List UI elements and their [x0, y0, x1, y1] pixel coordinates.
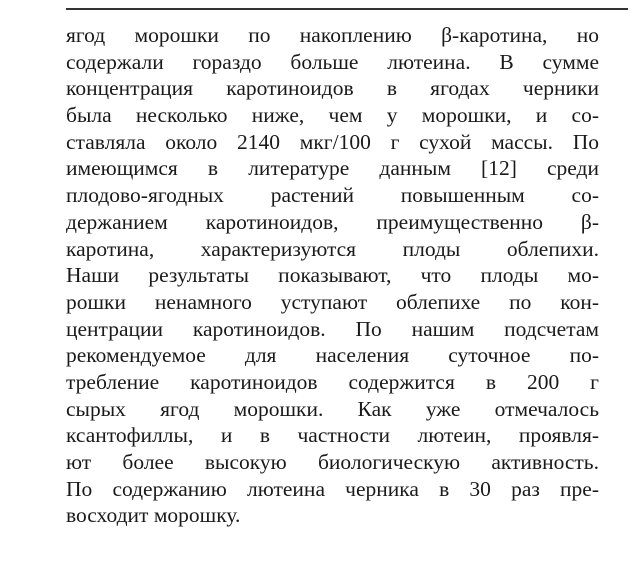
- text-line: концентрация каротиноидов в ягодах черники: [66, 76, 599, 101]
- text-line: держанием каротиноидов, преимущественно β-: [66, 209, 599, 234]
- text-line: центрации каротиноидов. По нашим подсчетам: [66, 316, 599, 341]
- text-line: Наши результаты показывают, что плоды мо-: [66, 263, 599, 288]
- text-line: требление каротиноидов содержится в 200 г: [66, 369, 599, 394]
- text-line: рошки ненамного уступают облепихе по кон-: [66, 289, 599, 314]
- top-rule-divider: [66, 8, 628, 10]
- text-line: каротина, характеризуются плоды облепихи.: [66, 236, 599, 261]
- text-line: плодово-ягодных растений повышенным со-: [66, 183, 599, 208]
- text-line: ют более высокую биологическую активность.: [66, 450, 599, 474]
- text-line: сырых ягод морошки. Как уже отмечалось: [66, 396, 599, 421]
- text-line: имеющимся в литературе данным [12] среди: [66, 156, 599, 181]
- text-line: ягод морошки по накоплению β-каротина, но: [66, 23, 599, 47]
- text-line: рекомендуемое для населения суточное по-: [66, 343, 599, 368]
- text-line: ксантофиллы, и в частности лютеин, проявля-: [66, 423, 599, 448]
- text-line: По содержанию лютеина черника в 30 раз пре-: [66, 476, 599, 501]
- text-line: ставляла около 2140 мкг/100 г сухой массы. По: [66, 129, 599, 154]
- text-line: содержали гораздо больше лютеина. В сумме: [66, 49, 599, 74]
- text-line: была несколько ниже, чем у морошки, и со-: [66, 103, 599, 128]
- text-line-last: восходит морошку.: [66, 503, 241, 528]
- body-paragraph: [66, 22, 599, 529]
